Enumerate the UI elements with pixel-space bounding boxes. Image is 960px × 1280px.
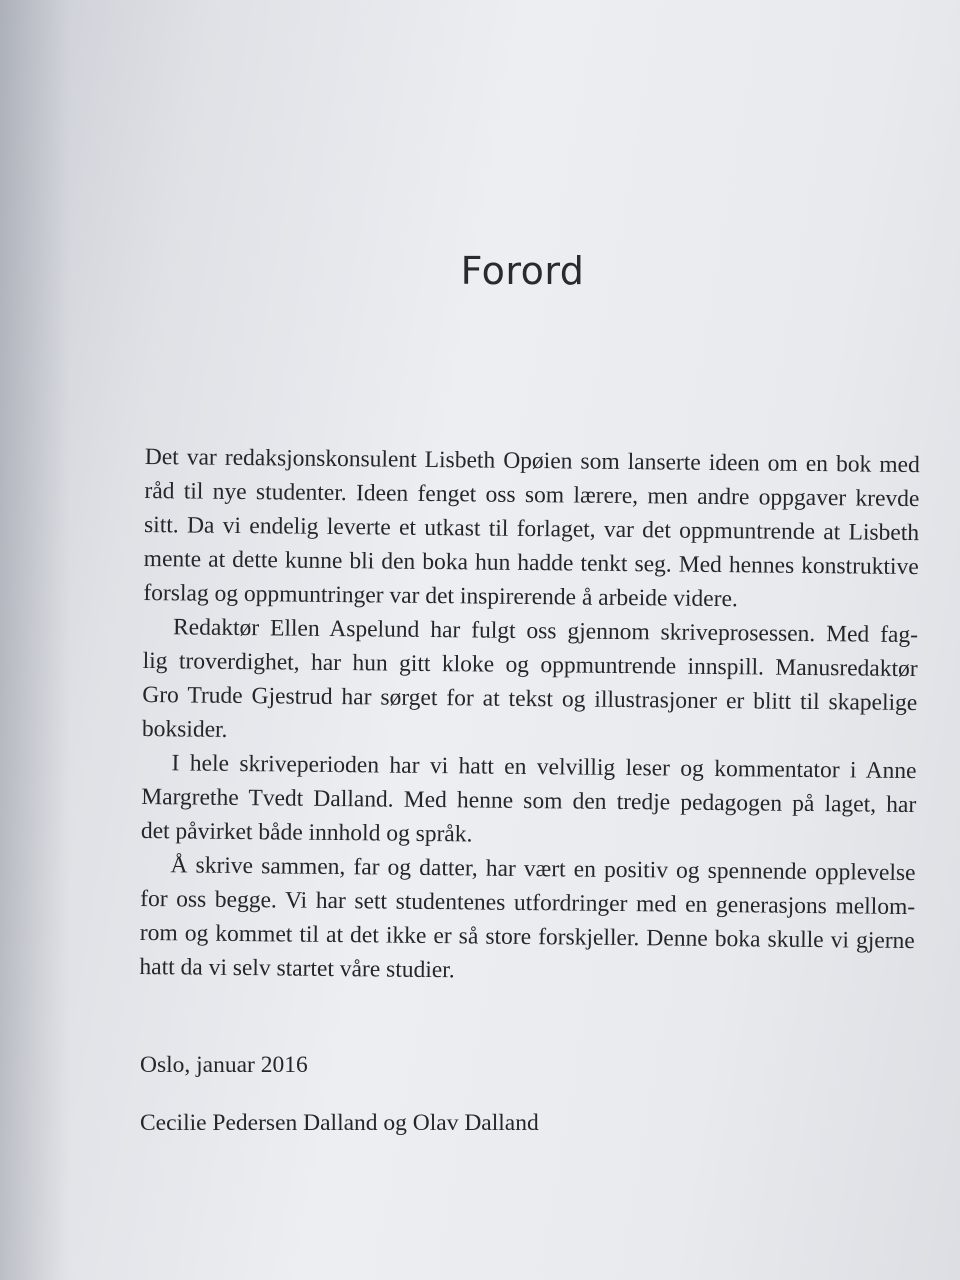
- text-line: Gro Trude Gjestrud har sørget for at tekst og illustrasjoner er blitt til skapelige: [142, 681, 918, 717]
- text-line: Å skrive sammen, far og datter, har vært en positiv og spennende opplevelse: [170, 852, 916, 887]
- paragraph-4: [139, 848, 915, 992]
- paragraph-1: [143, 440, 920, 618]
- text-line: lig troverdighet, har hun gitt kloke og oppmuntrende innspill. Manusredaktør: [142, 647, 918, 683]
- text-line: Redaktør Ellen Aspelund har fulgt oss gjennom skriveprosessen. Med fag-: [172, 614, 919, 649]
- authors-signature: Cecilie Pedersen Dalland og Olav Dalland: [140, 1110, 539, 1136]
- foreword-body: [139, 440, 920, 992]
- text-line: Det var redaksjonskonsulent Lisbeth Opøien som lanserte ideen om en bok med: [144, 443, 920, 479]
- text-line: for oss begge. Vi har sett studentenes utfordringer med en generasjons mellom-: [140, 885, 916, 921]
- text-line: boksider.: [141, 715, 228, 743]
- paragraph-2: [142, 610, 918, 754]
- place-date: Oslo, januar 2016: [140, 1052, 308, 1078]
- text-line: rom og kommet til at det ikke er så store forskjeller. Denne boka skulle vi gjerne: [139, 919, 915, 955]
- paragraph-3: [141, 746, 917, 856]
- text-line: forslag og oppmuntringer var det inspirerende å arbeide videre.: [143, 579, 738, 613]
- page-title: Forord: [460, 249, 585, 294]
- text-line: det påvirket både innhold og språk.: [140, 817, 473, 848]
- text-line: I hele skriveperioden har vi hatt en velvillig leser og kommentator i Anne: [171, 750, 917, 785]
- text-line: råd til nye studenter. Ideen fenget oss som lærere, men andre oppgaver krevde: [144, 477, 920, 513]
- page-gutter-shadow: [0, 0, 70, 1280]
- text-line: mente at dette kunne bli den boka hun hadde tenkt seg. Med hennes konstruktive: [143, 545, 919, 581]
- text-line: Margrethe Tvedt Dalland. Med henne som den tredje pedagogen på laget, har: [141, 783, 917, 819]
- text-line: hatt da vi selv startet våre studier.: [139, 953, 455, 984]
- text-line: sitt. Da vi endelig leverte et utkast til forlaget, var det oppmuntrende at Lisbeth: [143, 511, 920, 547]
